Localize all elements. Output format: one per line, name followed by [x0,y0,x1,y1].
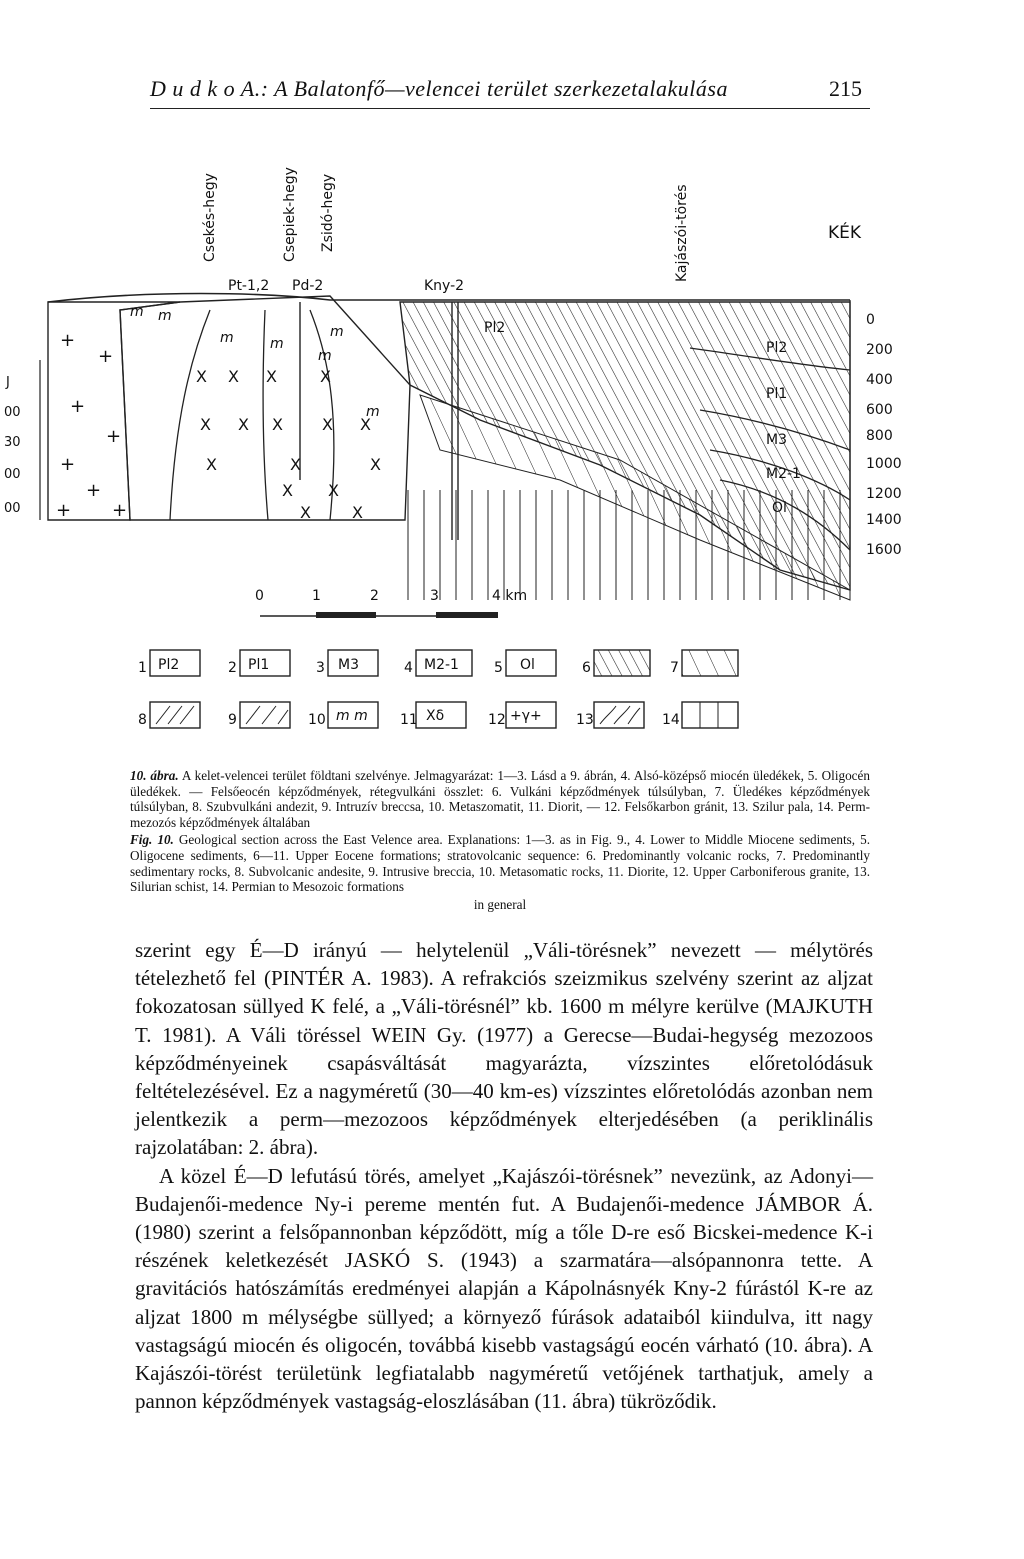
legend-item [228,650,290,676]
svg-text:Pl1: Pl1 [248,657,270,673]
scale-tick: 3 [430,588,439,604]
svg-text:+: + [60,454,76,475]
svg-text:+: + [98,346,114,367]
svg-text:X: X [290,455,301,474]
header-rule [150,108,870,109]
svg-text:X: X [266,367,277,386]
unit-label-pl1: Pl1 [766,386,788,402]
right-depth-axis [850,300,902,558]
svg-text:X: X [206,455,217,474]
svg-text:+: + [86,480,102,501]
depth-tick-label: 1400 [866,512,902,528]
left-depth-tick: J [6,375,10,390]
unit-label-pl2-top: Pl2 [484,320,506,336]
svg-text:m m: m m [336,708,368,724]
legend-item [488,702,556,728]
legend-item [228,702,290,728]
legend-item [670,650,738,676]
caption-hungarian [130,768,870,830]
svg-text:+: + [60,330,76,351]
depth-tick-label: 200 [866,342,893,358]
place-label-kajaszoi-tores: Kajászói-törés [674,184,690,282]
svg-text:M3: M3 [338,657,359,673]
place-label-zsido-hegy: Zsidó-hegy [320,173,336,252]
svg-text:M2-1: M2-1 [424,657,459,673]
depth-tick-label: 1000 [866,456,902,472]
svg-text:6: 6 [582,660,591,676]
left-depth-tick: 00 [4,501,21,516]
svg-text:X: X [352,503,363,522]
scale-tick: 0 [255,588,264,604]
caption-hu-text: A kelet-velencei terület földtani szelvénye. Jelmagyarázat: 1—3. Lásd a 9. ábrán, 4. Alsó-középső miocén üledékek, 5. Oligocén üledékek. — Felsőeocén képződmények, rétegvulkáni összlet: 6. Vulkáni képződmények túlsúlyban, 7. Üledékes képződmények túlsúlyban, 8. Szubvulkáni andezit, 9. Intruzív breccsa, 10. Metaszomatit, 11. Diorit, — 12. Felsőkarbon gránit, 13. Szilur pala, 14. Perm-mezozós képződmények általában [130,768,870,830]
svg-text:5: 5 [494,660,503,676]
running-head-title: D u d k o A.: A Balatonfő—velencei terület szerkezetalakulása [150,76,728,101]
svg-text:X: X [320,367,331,386]
svg-text:Xδ: Xδ [426,708,445,724]
left-depth-tick: 00 [4,405,21,420]
svg-text:+: + [106,426,122,447]
svg-text:X: X [370,455,381,474]
svg-text:X: X [322,415,333,434]
borehole-label-pd: Pd-2 [292,278,324,294]
svg-text:12: 12 [488,712,506,728]
legend-item [138,702,200,728]
svg-text:9: 9 [228,712,237,728]
unit-label-pl2: Pl2 [766,340,788,356]
svg-text:X: X [228,367,239,386]
svg-text:X: X [360,415,371,434]
scale-tick: 2 [370,588,379,604]
svg-text:+: + [56,500,72,521]
depth-tick-label: 0 [866,312,875,328]
caption-hu-number: 10. ábra. [130,768,179,783]
section-body [48,294,850,601]
depth-tick-label: 1200 [866,486,902,502]
left-depth-tick: 00 [4,467,21,482]
svg-text:4: 4 [404,660,413,676]
borehole-label-kny: Kny-2 [424,278,465,294]
legend-item [582,650,650,676]
borehole-label-pt: Pt-1,2 [228,278,270,294]
unit-label-m3: M3 [766,432,787,448]
svg-text:13: 13 [576,712,594,728]
legend-item [576,702,644,728]
caption-en-tail: in general [473,896,527,912]
svg-text:Pl2: Pl2 [158,657,180,673]
caption-en-text: Geological section across the East Velence area. Explanations: 1—3. as in Fig. 9., 4. Lower to Middle Miocene sediments, 5. Oligocene sediments, 6—11. Upper Eocene formations; stratovolcanic sequence: 6. Predominantly volcanic rocks, 7. Predominantly sedimentary rocks, 8. Subvolcanic andesite, 9. Intrusive breccia, 10. Metasomatic rocks, 11. Diorite, 12. Upper Carboniferous granite, 13. Silurian schist, 14. Permian to Mesozoic formations [130,832,871,895]
svg-text:7: 7 [670,660,679,676]
svg-text:X: X [272,415,283,434]
svg-text:8: 8 [138,712,147,728]
legend-item [308,702,378,728]
place-label-kek: KÉK [828,223,862,243]
legend-item [662,702,738,728]
svg-text:m: m [366,404,380,420]
svg-text:Ol: Ol [520,657,535,673]
legend-item [404,650,472,676]
svg-text:X: X [196,367,207,386]
legend [138,650,738,728]
svg-text:X: X [200,415,211,434]
legend-item [316,650,378,676]
svg-text:X: X [300,503,311,522]
svg-text:1: 1 [138,660,147,676]
running-head [150,76,870,112]
depth-tick-label: 400 [866,372,893,388]
svg-text:+: + [70,396,86,417]
svg-text:m: m [318,348,332,364]
svg-text:m: m [130,304,144,320]
svg-text:11: 11 [400,712,418,728]
left-depth-tick: 30 [4,435,21,450]
svg-text:X: X [238,415,249,434]
page-number: 215 [829,76,862,101]
left-depth-axis [4,360,40,520]
place-label-csepiek-hegy: Csepiek-hegy [282,167,298,262]
svg-text:m: m [220,330,234,346]
svg-text:m: m [270,336,284,352]
svg-text:2: 2 [228,660,237,676]
legend-item [138,650,200,676]
svg-text:m: m [158,308,172,324]
caption-en-number: Fig. 10. [130,832,174,848]
figure-caption [130,768,870,914]
svg-text:m: m [330,324,344,340]
metasomatic-symbols [130,304,380,420]
svg-text:X: X [282,481,293,500]
svg-text:3: 3 [316,660,325,676]
svg-text:+γ+: +γ+ [510,708,542,724]
unit-label-ol: Ol [772,500,787,516]
legend-item [400,702,466,728]
caption-english [130,832,870,894]
diorite-symbols [196,367,381,522]
geological-section-figure [0,120,1024,760]
scale-tick: 1 [312,588,321,604]
svg-text:+: + [112,500,128,521]
unit-label-m2-1: M2-1 [766,466,801,482]
depth-tick-label: 800 [866,428,893,444]
scale-tick: 4 km [492,588,528,604]
paragraph: A közel É—D lefutású törés, amelyet „Kajászói-törésnek” nevezünk, az Adonyi—Budajenői-medence Ny-i pereme mentén fut. A Budajenői-medence JÁMBOR Á. (1980) szerint a felsőpannonban képződött, míg a tőle D-re eső Bicskei-medence K-i részének keletkezését JASKÓ S. (1943) a szarmatára—alsópannonra tette. A gravitációs hatószámítás eredményei alapján a Kápolnásnyék Kny-2 fúrástól K-re az aljzat 1800 m mélységbe süllyed; a környező fúrások adataiból kiindulva, itt nagy vastagságú miocén és oligocén, továbbá kisebb vastagságú eocén várható (10. ábra). A Kajászói-törést területünk legfiatalabb nagyméretű vetőjének tarthatjuk, amely a pannon képződmények vastagság-eloszlásában (11. ábra) tükröződik. [135,1163,873,1414]
legend-item [494,650,556,676]
place-label-cseke-hegy: Csekés-hegy [202,173,218,262]
body-text [135,936,873,1415]
svg-text:10: 10 [308,712,326,728]
depth-tick-label: 1600 [866,542,902,558]
depth-tick-label: 600 [866,402,893,418]
granite-symbols [56,330,127,521]
svg-text:14: 14 [662,712,680,728]
paragraph: szerint egy É—D irányú — helytelenül „Váli-törésnek” nevezett — mélytörés tételezhető fel (PINTÉR A. 1983). A refrakciós szeizmikus szelvény szerint az aljzat fokozatosan süllyed K felé, a „Váli-törésnél” kb. 1600 m mélyre kerülve (MAJKUTH T. 1981). A Váli töréssel WEIN Gy. (1977) a Gerecse—Budai-hegység mezozoos képződményeinek csapásváltását magyarázta, vízszintes előretolódásuk feltételezésével. Ez a nagyméretű (30—40 km-es) vízszintes előretolódás azonban nem jelentkezik a perm—mezozoos képződmények elterjedésében (a periklinális rajzolatában: 2. ábra). [135,938,873,1160]
svg-text:X: X [328,481,339,500]
